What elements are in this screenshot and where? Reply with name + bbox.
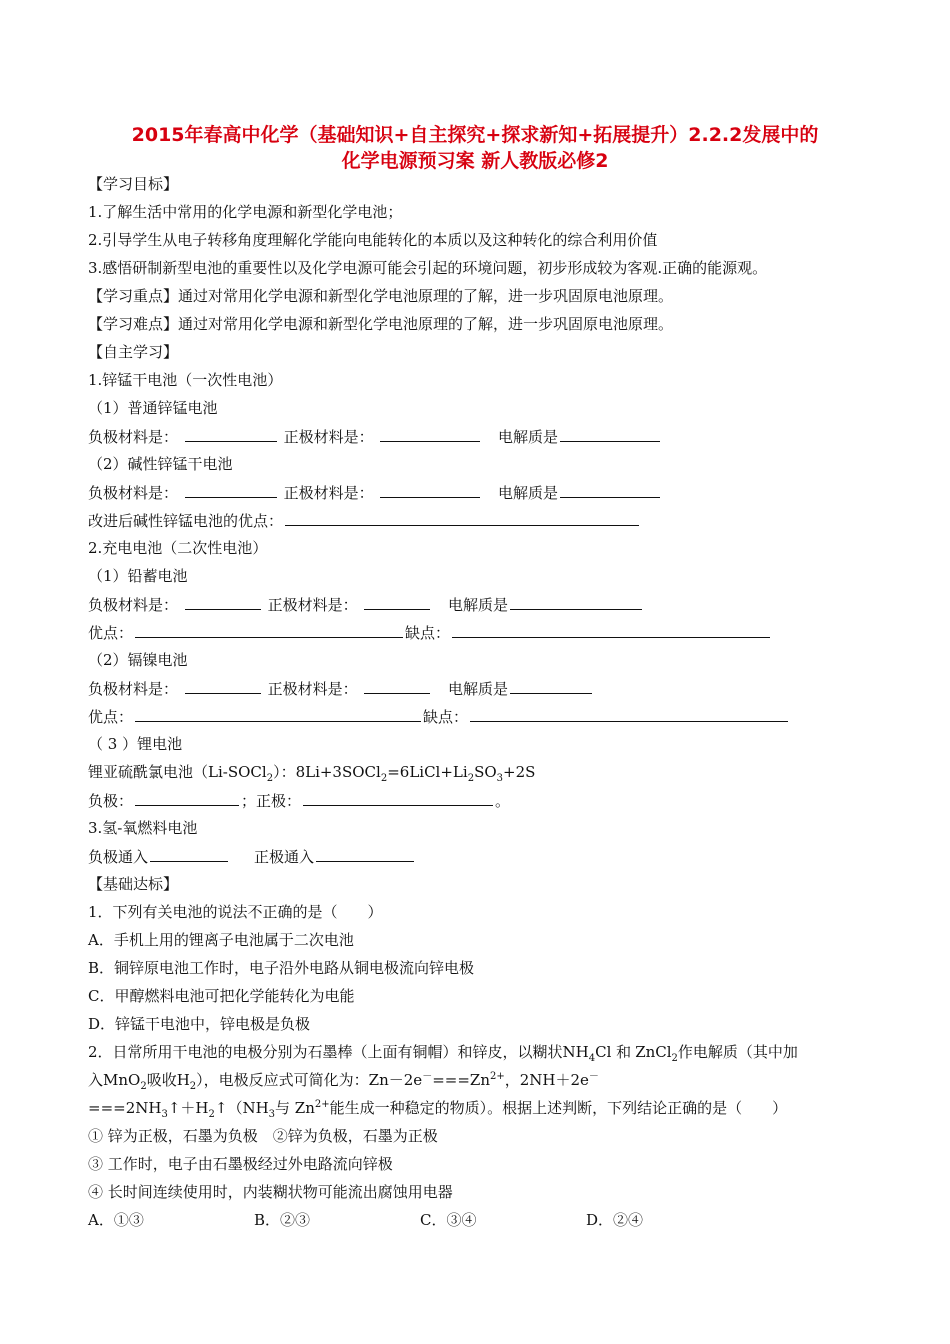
- choice-d: D．②④: [586, 1211, 644, 1229]
- equation-part: +2S: [503, 763, 536, 781]
- q2-text: ===2NH: [88, 1099, 162, 1117]
- positive-electrode-blank[interactable]: [303, 790, 493, 806]
- choice-c: C．③④: [420, 1211, 477, 1229]
- negative-material-label: 负极材料是：: [88, 596, 179, 614]
- disadvantage-label: 缺点：: [423, 708, 469, 726]
- h2-o2-heading: 3.氢-氧燃料电池: [88, 819, 198, 837]
- choice-a: A．①③: [88, 1211, 144, 1229]
- electrolyte-label: 电解质是: [447, 596, 508, 614]
- question-2-statement-1-2: ① 锌为正极，石墨为负极 ②锌为负极，石墨为正极: [88, 1127, 438, 1145]
- q2-text: 作电解质（其中加: [677, 1043, 798, 1061]
- learning-focus: [88, 286, 878, 306]
- lithium-electrodes-row: [88, 790, 878, 811]
- superscript: 2+: [489, 1071, 505, 1082]
- subscript: 3: [496, 773, 504, 784]
- subscript: 2: [380, 773, 388, 784]
- question-2-statement-3: ③ 工作时，电子由石墨极经过外电路流向锌极: [88, 1155, 393, 1173]
- section-heading-self-study: 【自主学习】: [88, 343, 179, 361]
- question-2-line-3: [88, 1098, 878, 1118]
- subscript: 2: [671, 1053, 678, 1064]
- section-heading-basic: 【基础达标】: [88, 875, 179, 893]
- q2-text: Cl 和: [595, 1043, 632, 1061]
- superscript: 2+: [314, 1099, 330, 1110]
- disadvantage-blank[interactable]: [452, 622, 770, 638]
- negative-input-blank[interactable]: [150, 846, 228, 862]
- ni-cd-heading: （2）镉镍电池: [88, 651, 188, 669]
- objective-1: 1.了解生活中常用的化学电源和新型化学电池；: [88, 203, 403, 221]
- equation-part: =6LiCl+Li: [387, 763, 468, 781]
- subscript: 3: [161, 1109, 168, 1120]
- li-socl2-equation: [88, 762, 878, 782]
- subscript: 2: [208, 1109, 215, 1120]
- disadvantage-label: 缺点：: [405, 624, 451, 642]
- positive-material-label: 正极材料是：: [283, 428, 374, 446]
- negative-material-label: 负极材料是：: [88, 428, 179, 446]
- objective-3: 3.感悟研制新型电池的重要性以及化学电源可能会引起的环境问题，初步形成较为客观.正确的能源观。: [88, 259, 768, 277]
- zn-mn-alkaline: （2）碱性锌锰干电池: [88, 455, 233, 473]
- question-2-choices: [88, 1210, 878, 1230]
- positive-input-label: 正极通入: [254, 848, 315, 866]
- negative-electrode-blank[interactable]: [135, 790, 239, 806]
- positive-material-label: 正极材料是：: [283, 484, 374, 502]
- electrolyte-label: 电解质是: [497, 428, 558, 446]
- li-socl2-name: 锂亚硫酰氯电池（Li-SOCl: [88, 763, 267, 781]
- negative-material-blank[interactable]: [185, 426, 277, 442]
- electrolyte-blank[interactable]: [560, 426, 660, 442]
- section-heading-objectives: 【学习目标】: [88, 175, 179, 193]
- fuel-cell-fill-row: [88, 846, 878, 867]
- electrolyte-blank[interactable]: [560, 482, 660, 498]
- electrolyte-blank[interactable]: [510, 594, 642, 610]
- positive-material-label: 正极材料是：: [267, 596, 358, 614]
- q2-text: 能生成一种稳定的物质）。根据上述判断，下列结论正确的是（ ）: [329, 1099, 788, 1117]
- positive-electrode-label: ；正极：: [241, 792, 302, 810]
- negative-material-label: 负极材料是：: [88, 484, 179, 502]
- q2-text: ===Zn: [432, 1071, 490, 1089]
- q2-text: 入MnO: [88, 1071, 141, 1089]
- question-2-statement-4: ④ 长时间连续使用时，内装糊状物可能流出腐蚀用电器: [88, 1183, 453, 1201]
- zn-mn-ordinary-fill-row: [88, 426, 878, 447]
- positive-material-blank[interactable]: [380, 482, 480, 498]
- negative-input-label: 负极通入: [88, 848, 149, 866]
- q2-text: NH: [562, 1043, 589, 1061]
- question-1-option-c: C．甲醇燃料电池可把化学能转化为电能: [88, 987, 355, 1005]
- question-1-option-d: D．锌锰干电池中，锌电极是负极: [88, 1015, 311, 1033]
- question-2-line-2: [88, 1070, 878, 1090]
- zn-mn-improvement-row: [88, 510, 878, 531]
- subscript: 2: [189, 1081, 197, 1092]
- question-1-option-b: B．铜锌原电池工作时，电子沿外电路从铜电极流向锌电极: [88, 959, 475, 977]
- electrolyte-blank[interactable]: [510, 678, 592, 694]
- negative-material-label: 负极材料是：: [88, 680, 179, 698]
- subscript: 2: [140, 1081, 147, 1092]
- negative-electrode-label: 负极：: [88, 792, 134, 810]
- learning-difficulty-label: 【学习难点】: [88, 315, 179, 333]
- equation-part: SO: [474, 763, 497, 781]
- subscript: 3: [268, 1109, 276, 1120]
- lead-acid-pros-cons-row: [88, 622, 878, 643]
- choice-b: B．②③: [254, 1211, 311, 1229]
- advantage-blank[interactable]: [135, 706, 421, 722]
- advantage-label: 优点：: [88, 708, 134, 726]
- objective-2: 2.引导学生从电子转移角度理解化学能向电能转化的本质以及这种转化的综合利用价值: [88, 231, 658, 249]
- document-title-line-1: 2015年春高中化学（基础知识+自主探究+探求新知+拓展提升）2.2.2发展中的: [131, 124, 819, 146]
- document-title-line-2: 化学电源预习案 新人教版必修2: [341, 150, 609, 172]
- learning-difficulty: [88, 314, 878, 334]
- period: 。: [495, 792, 511, 810]
- learning-focus-label: 【学习重点】: [88, 287, 179, 305]
- positive-material-label: 正极材料是：: [267, 680, 358, 698]
- advantage-blank[interactable]: [135, 622, 403, 638]
- q2-text: ↑＋H: [167, 1099, 209, 1117]
- question-1-stem: 1．下列有关电池的说法不正确的是（ ）: [88, 903, 383, 921]
- zn-mn-ordinary: （1）普通锌锰电池: [88, 399, 218, 417]
- q2-text: 吸收H: [146, 1071, 190, 1089]
- q2-text: ZnCl: [635, 1043, 672, 1061]
- negative-material-blank[interactable]: [185, 678, 261, 694]
- negative-material-blank[interactable]: [185, 594, 261, 610]
- positive-input-blank[interactable]: [316, 846, 414, 862]
- subscript: 4: [588, 1053, 596, 1064]
- lead-acid-heading: （1）铅蓄电池: [88, 567, 188, 585]
- question-1-option-a: A．手机上用的锂离子电池属于二次电池: [88, 931, 354, 949]
- negative-material-blank[interactable]: [185, 482, 277, 498]
- lead-acid-fill-row: [88, 594, 878, 615]
- positive-material-blank[interactable]: [364, 678, 430, 694]
- advantage-label: 优点：: [88, 624, 134, 642]
- learning-focus-text: 通过对常用化学电源和新型化学电池原理的了解，进一步巩固原电池原理。: [178, 287, 674, 305]
- q2-text: ↑（NH: [214, 1099, 269, 1117]
- q2-text: 与 Zn: [275, 1099, 315, 1117]
- positive-material-blank[interactable]: [380, 426, 480, 442]
- ni-cd-fill-row: [88, 678, 878, 699]
- disadvantage-blank[interactable]: [470, 706, 788, 722]
- electrolyte-label: 电解质是: [497, 484, 558, 502]
- zn-mn-alkaline-fill-row: [88, 482, 878, 503]
- improvement-label: 改进后碱性锌锰电池的优点：: [88, 512, 284, 530]
- q2-text: 2．日常所用干电池的电极分别为石墨棒（上面有铜帽）和锌皮，以糊状: [88, 1043, 563, 1061]
- q2-text: ，2NH＋2e: [504, 1071, 589, 1089]
- positive-material-blank[interactable]: [364, 594, 430, 610]
- superscript: －: [422, 1071, 433, 1082]
- learning-difficulty-text: 通过对常用化学电源和新型化学电池原理的了解，进一步巩固原电池原理。: [178, 315, 674, 333]
- rechargeable-heading: 2.充电电池（二次性电池）: [88, 539, 268, 557]
- superscript: －: [588, 1071, 599, 1082]
- question-2-line-1: [88, 1042, 878, 1062]
- improvement-blank[interactable]: [285, 510, 639, 526]
- ni-cd-pros-cons-row: [88, 706, 878, 727]
- q2-text: ），电极反应式可简化为：Zn－2e: [196, 1071, 423, 1089]
- equation-part: ）：8Li+3SOCl: [273, 763, 381, 781]
- zn-mn-heading: 1.锌锰干电池（一次性电池）: [88, 371, 283, 389]
- electrolyte-label: 电解质是: [447, 680, 508, 698]
- subscript: 2: [467, 773, 475, 784]
- lithium-heading: （ 3 ）锂电池: [88, 735, 183, 753]
- subscript: 2: [266, 773, 274, 784]
